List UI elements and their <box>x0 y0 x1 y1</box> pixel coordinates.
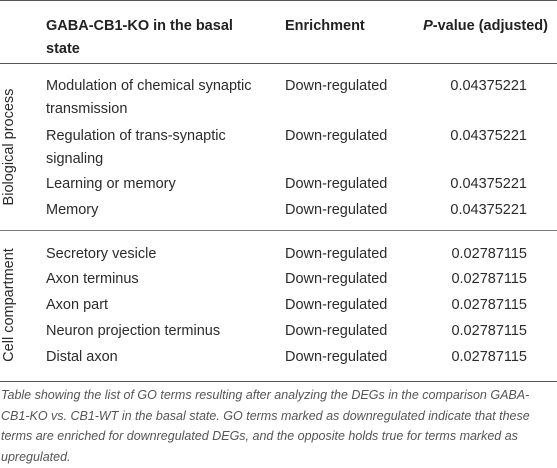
row-pvalue: 0.02787115 <box>451 246 527 262</box>
row-pvalue: 0.02787115 <box>451 349 527 365</box>
row-enrichment: Down-regulated <box>285 323 388 339</box>
row-term: Modulation of chemical synaptic transmission <box>46 78 252 117</box>
group-label-biological-process: Biological process <box>1 88 17 206</box>
row-pvalue: 0.04375221 <box>450 202 527 218</box>
row-term: Distal axon <box>46 349 118 365</box>
header-rule <box>0 63 557 64</box>
row-pvalue: 0.04375221 <box>450 176 527 192</box>
row-pvalue: 0.02787115 <box>451 323 527 339</box>
row-term: Learning or memory <box>46 176 176 192</box>
table-top-rule <box>0 0 557 1</box>
row-enrichment: Down-regulated <box>285 297 388 313</box>
row-enrichment: Down-regulated <box>285 128 388 144</box>
pvalue-italic-p: P <box>423 18 433 34</box>
row-term: Regulation of trans-synaptic signaling <box>46 128 226 167</box>
pvalue-header-rest: -value (adjusted) <box>432 18 548 34</box>
row-term: Secretory vesicle <box>46 246 157 262</box>
row-pvalue: 0.04375221 <box>450 78 527 94</box>
row-term: Neuron projection terminus <box>46 323 221 339</box>
column-header-term: GABA-CB1-KO in the basal state <box>46 18 233 57</box>
column-header-pvalue <box>388 15 548 38</box>
row-enrichment: Down-regulated <box>285 176 388 192</box>
row-term: Memory <box>46 202 99 218</box>
group-label-cell-compartment: Cell compartment <box>1 248 17 362</box>
column-header-enrichment: Enrichment <box>285 18 365 34</box>
row-enrichment: Down-regulated <box>285 349 388 365</box>
row-pvalue: 0.04375221 <box>450 128 527 144</box>
table-caption: Table showing the list of GO terms resulting after analyzing the DEGs in the comparison GABA-CB1-KO vs. CB1-WT in the basal state. GO terms marked as downregulated indicate that these terms are enriched for downregulated DEGs, and the opposite holds true for terms marked as upregulated. <box>1 388 530 464</box>
row-pvalue: 0.02787115 <box>451 297 527 313</box>
row-enrichment: Down-regulated <box>285 246 388 262</box>
row-enrichment: Down-regulated <box>285 78 388 94</box>
row-pvalue: 0.02787115 <box>451 271 527 287</box>
group-separator-rule <box>0 230 557 231</box>
row-enrichment: Down-regulated <box>285 202 388 218</box>
row-term: Axon part <box>46 297 109 313</box>
table-bottom-rule <box>0 381 557 382</box>
row-term: Axon terminus <box>46 271 139 287</box>
row-enrichment: Down-regulated <box>285 271 388 287</box>
